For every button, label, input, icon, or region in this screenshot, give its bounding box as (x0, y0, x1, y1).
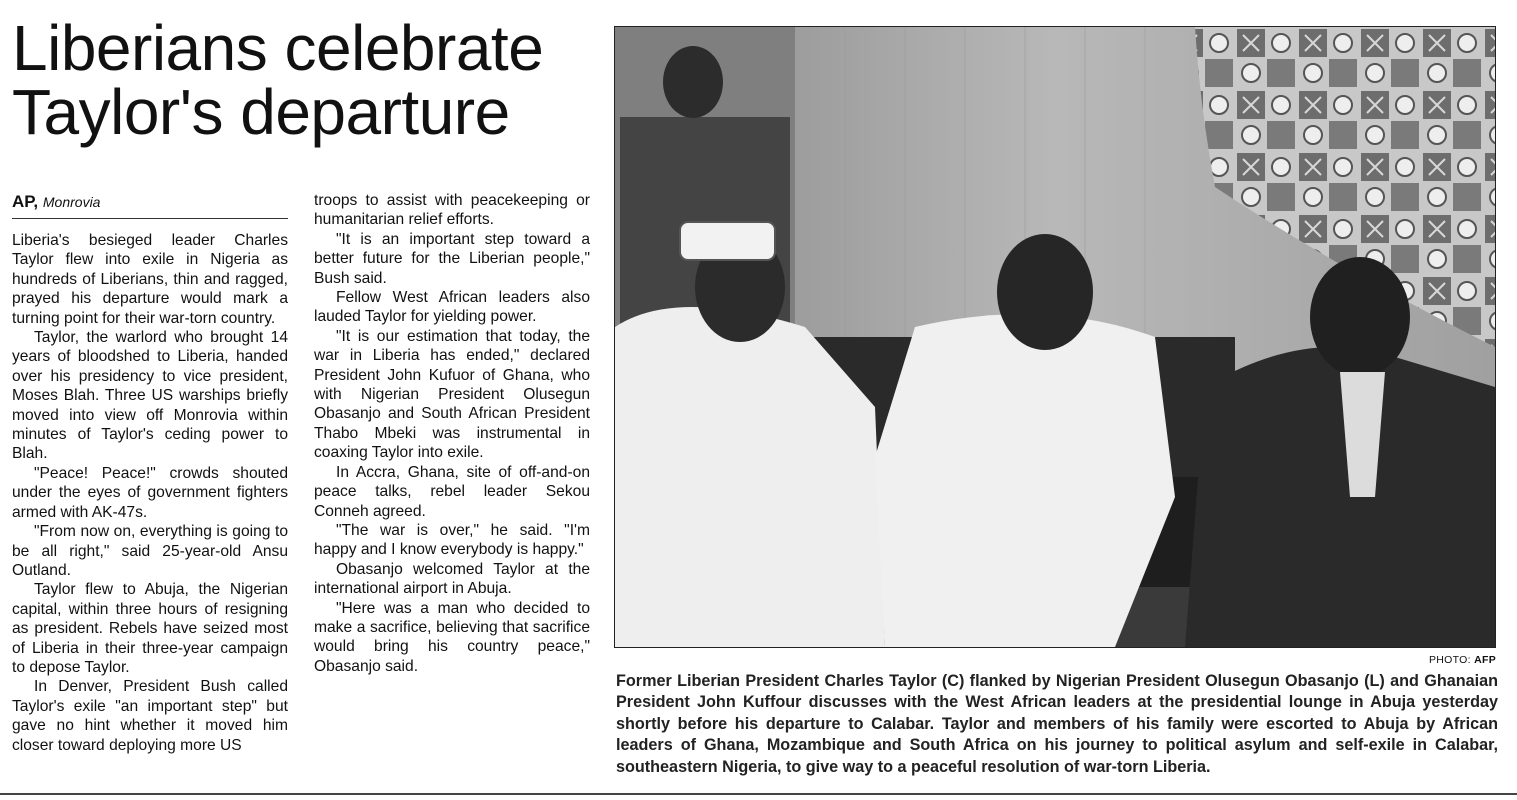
credit-agency: AFP (1474, 654, 1496, 666)
paragraph: "The war is over," he said. "I'm happy and I know everybody is happy." (314, 521, 590, 559)
paragraph: In Accra, Ghana, site of off-and-on peace talks, rebel leader Sekou Conneh agreed. (314, 463, 590, 520)
paragraph: troops to assist with peacekeeping or humanitarian relief efforts. (314, 192, 590, 229)
byline-dateline: Monrovia (42, 194, 101, 210)
paragraph: Taylor, the warlord who brought 14 years of bloodshed to Liberia, handed over his presidency to vice president, Moses Blah. Three US warships briefly moved into view off Monrovia within minutes of Taylor's ceding power to Blah. (12, 329, 288, 463)
paragraph: Obasanjo welcomed Taylor at the international airport in Abuja. (314, 560, 590, 598)
paragraph: "It is our estimation that today, the war in Liberia has ended," declared President John Kufuor of Ghana, who with Nigerian President Olusegun Obasanjo and South African President Thabo Mbeki was instrumental in coaxing Taylor into exile. (314, 327, 590, 462)
paragraph: In Denver, President Bush called Taylor's exile "an important step" but gave no hint whether it moved him closer toward deploying more US (12, 678, 288, 754)
paragraph: "Peace! Peace!" crowds shouted under the eyes of government fighters armed with AK-47s. (12, 464, 288, 521)
news-photo (614, 26, 1496, 648)
article-byline (12, 192, 288, 219)
paragraph: "It is an important step toward a better future for the Liberian people," Bush said. (314, 230, 590, 287)
paragraph: "From now on, everything is going to be all right," said 25-year-old Ansu Outland. (12, 523, 288, 579)
article-column-1 (12, 231, 288, 755)
bottom-rule (0, 793, 1517, 795)
byline-agency: AP, (12, 192, 39, 211)
paragraph: Liberia's besieged leader Charles Taylor flew into exile in Nigeria as hundreds of Liberians, thin and ragged, prayed his departure would mark a turning point for their war-torn country. (12, 232, 288, 327)
paragraph: Fellow West African leaders also lauded Taylor for yielding power. (314, 289, 590, 326)
photo-caption: Former Liberian President Charles Taylor (C) flanked by Nigerian President Olusegun Obasanjo (L) and Ghanaian President John Kuffour discusses with the West African leaders at the presidential lounge in Abuja yesterday shortly before his departure to Calabar. Taylor and members of his family were escorted to Abuja by African leaders of Ghana, Mozambique and South Africa on his journey to political asylum and self-exile in Calabar, southeastern Nigeria, to give way to a peaceful resolution of war-torn Liberia. (616, 672, 1498, 776)
article-column-2 (314, 191, 590, 676)
paragraph: Taylor flew to Abuja, the Nigerian capital, within three hours of resigning as president. Rebels have seized most of Liberia in their three-year campaign to depose Taylor. (12, 581, 288, 676)
credit-prefix: PHOTO: (1429, 654, 1471, 666)
paragraph: "Here was a man who decided to make a sacrifice, believing that sacrifice would bring his country peace," Obasanjo said. (314, 599, 590, 675)
article-headline: Liberians celebrate Taylor's departure (12, 12, 544, 148)
photo-credit (1300, 654, 1496, 666)
